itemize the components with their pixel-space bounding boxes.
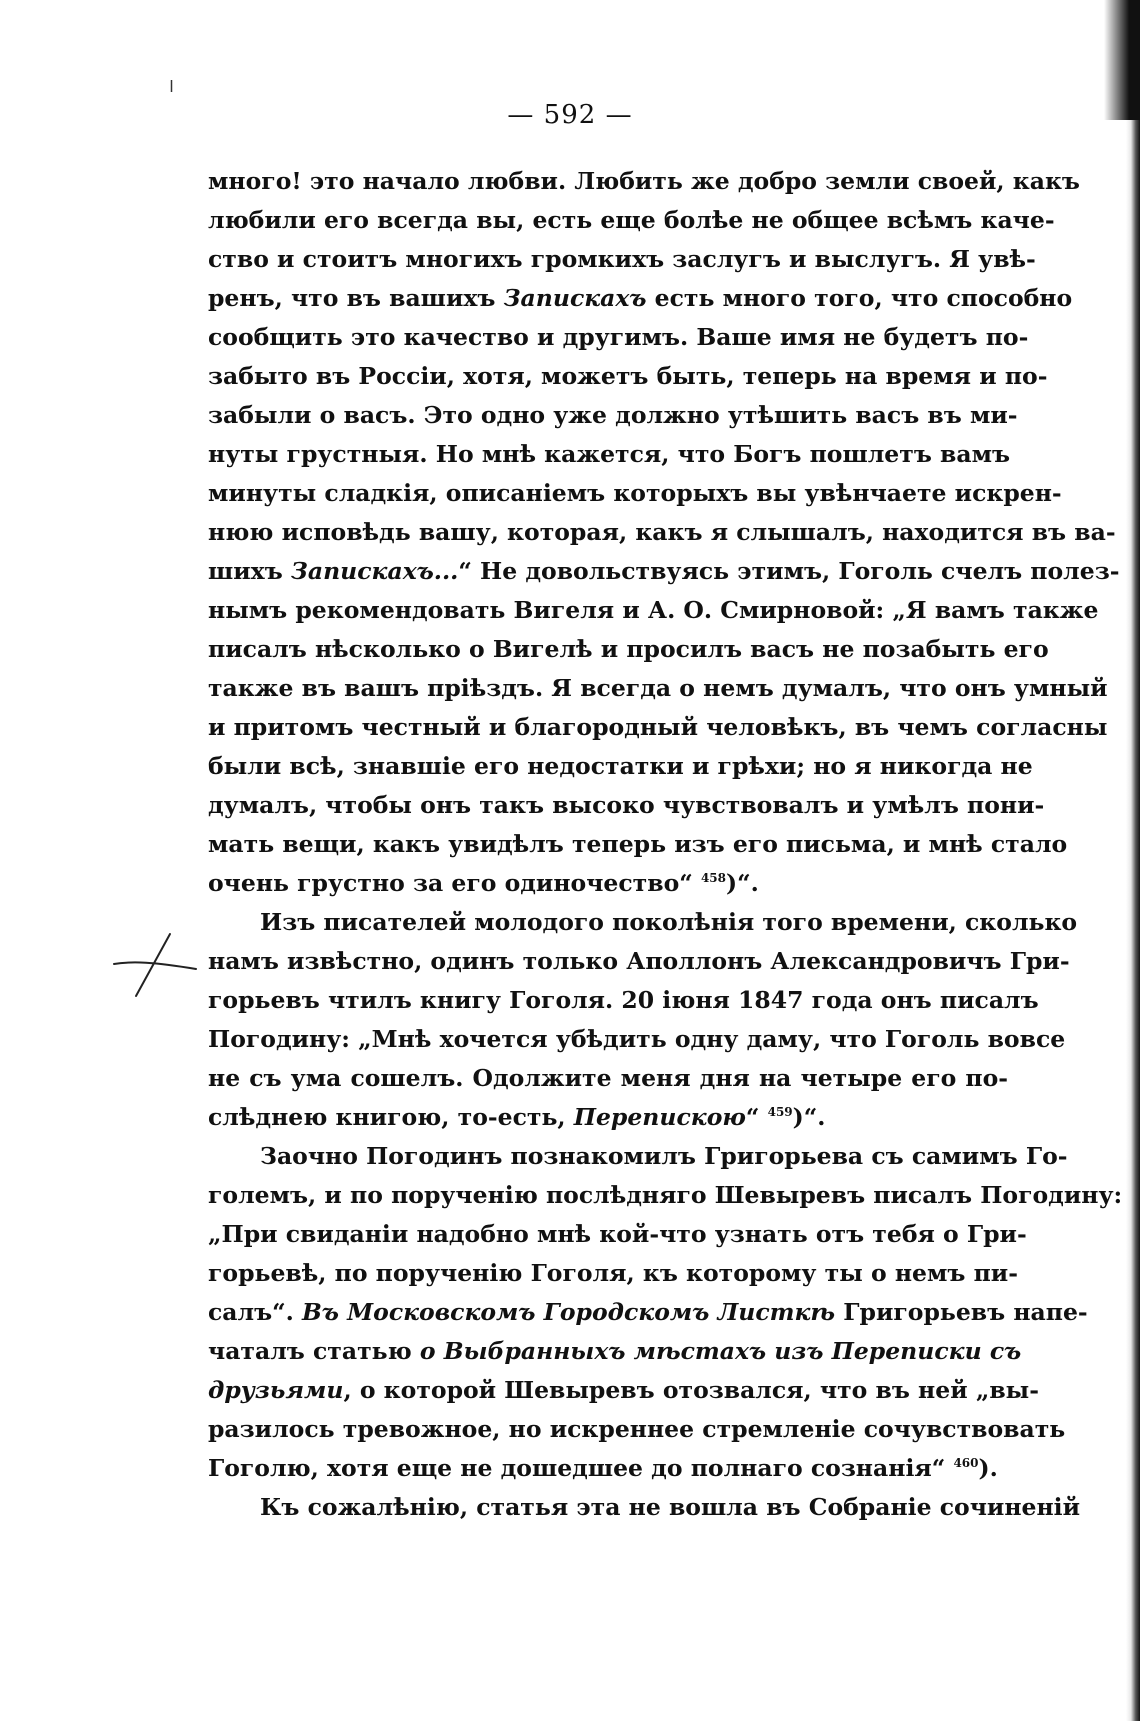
text-line: и притомъ честный и благородный человѣкъ, въ чемъ согласны xyxy=(208,713,1108,741)
handwritten-margin-mark xyxy=(108,930,198,1000)
text-line: разилось тревожное, но искреннее стремленіе сочувствовать xyxy=(208,1415,1066,1443)
italic-title: Запискахъ... xyxy=(290,557,459,585)
text-line: намъ извѣстно, одинъ только Аполлонъ Александровичъ Гри- xyxy=(208,947,1070,975)
italic-title: друзьями xyxy=(208,1376,344,1404)
italic-title: о Выбранныхъ мѣстахъ изъ Переписки съ xyxy=(419,1337,1022,1365)
text-line: писалъ нѣсколько о Вигелѣ и просилъ васъ не позабыть его xyxy=(208,635,1049,663)
scan-shadow-edge xyxy=(1126,0,1140,1721)
footnote-ref: 460 xyxy=(953,1456,979,1470)
page-number: — 592 — xyxy=(507,100,633,130)
text-line: забыли о васъ. Это одно уже должно утѣшить васъ въ ми- xyxy=(208,401,1018,429)
text-line: шихъ Запискахъ...“ Не довольствуясь этимъ, Гоголь счелъ полез- xyxy=(208,557,1120,585)
footnote-ref: 458 xyxy=(700,871,727,885)
scan-speck xyxy=(170,80,173,92)
text-line: не съ ума сошелъ. Одолжите меня дня на четыре его по- xyxy=(208,1064,1008,1092)
paragraph-start-line: Заочно Погодинъ познакомилъ Григорьева съ самимъ Го- xyxy=(260,1142,1068,1170)
italic-title: Запискахъ xyxy=(503,284,647,312)
italic-title: Перепискою xyxy=(573,1103,746,1131)
text-line: горьевъ чтилъ книгу Гоголя. 20 іюня 1847 года онъ писалъ xyxy=(208,986,1039,1014)
text-line: Погодину: „Мнѣ хочется убѣдить одну даму, что Гоголь вовсе xyxy=(208,1025,1066,1053)
text-line: минуты сладкія, описаніемъ которыхъ вы увѣнчаете искрен- xyxy=(208,479,1062,507)
text-line: големъ, и по порученію послѣдняго Шевыревъ писалъ Погодину: xyxy=(208,1181,1123,1209)
text-line: „При свиданіи надобно мнѣ кой-что узнать отъ тебя о Гри- xyxy=(208,1220,1027,1248)
footnote-ref: 459 xyxy=(767,1105,793,1119)
text-line: любили его всегда вы, есть еще болѣе не общее всѣмъ каче- xyxy=(208,206,1055,234)
text-line: слѣднею книгою, то-есть, Перепискою“ $^{459}$)“. xyxy=(208,1103,826,1131)
text-line: забыто въ Россіи, хотя, можетъ быть, теперь на время и по- xyxy=(208,362,1048,390)
text-line: сообщить это качество и другимъ. Ваше имя не будетъ по- xyxy=(208,323,1029,351)
text-line: чаталъ статью о Выбранныхъ мѣстахъ изъ Переписки съ xyxy=(208,1337,1022,1365)
text-line: много! это начало любви. Любить же добро земли своей, какъ xyxy=(208,167,1080,195)
text-line: нуты грустныя. Но мнѣ кажется, что Богъ пошлетъ вамъ xyxy=(208,440,1011,468)
text-line: ство и стоитъ многихъ громкихъ заслугъ и выслугъ. Я увѣ- xyxy=(208,245,1036,273)
text-line: очень грустно за его одиночество“ $^{458}$)“. xyxy=(208,869,759,897)
text-line: также въ вашъ пріѣздъ. Я всегда о немъ думалъ, что онъ умный xyxy=(208,674,1108,702)
body-text xyxy=(208,162,1123,1527)
text-line: думалъ, чтобы онъ такъ высоко чувствовалъ и умѣлъ пони- xyxy=(208,791,1045,819)
italic-title: Въ Московскомъ Городскомъ Листкѣ xyxy=(302,1298,836,1326)
text-line: нюю исповѣдь вашу, которая, какъ я слышалъ, находится въ ва- xyxy=(208,518,1116,546)
paragraph-start-line: Къ сожалѣнію, статья эта не вошла въ Собраніе сочиненій xyxy=(260,1493,1081,1521)
paragraph-start-line: Изъ писателей молодого поколѣнія того времени, сколько xyxy=(260,908,1078,936)
text-line: горьевѣ, по порученію Гоголя, къ которому ты о немъ пи- xyxy=(208,1259,1018,1287)
text-line: нымъ рекомендовать Вигеля и А. О. Смирновой: „Я вамъ также xyxy=(208,596,1099,624)
text-line: салъ“. Въ Московскомъ Городскомъ Листкѣ Григорьевъ напе- xyxy=(208,1298,1088,1326)
text-line: друзьями, о которой Шевыревъ отозвался, что въ ней „вы- xyxy=(208,1376,1039,1404)
text-line: ренъ, что въ вашихъ Запискахъ есть много того, что способно xyxy=(208,284,1073,312)
text-line: были всѣ, знавшіе его недостатки и грѣхи; но я никогда не xyxy=(208,752,1033,780)
text-line: мать вещи, какъ увидѣлъ теперь изъ его письма, и мнѣ стало xyxy=(208,830,1068,858)
text-line: Гоголю, хотя еще не дошедшее до полнаго сознанія“ $^{460}$). xyxy=(208,1454,998,1482)
